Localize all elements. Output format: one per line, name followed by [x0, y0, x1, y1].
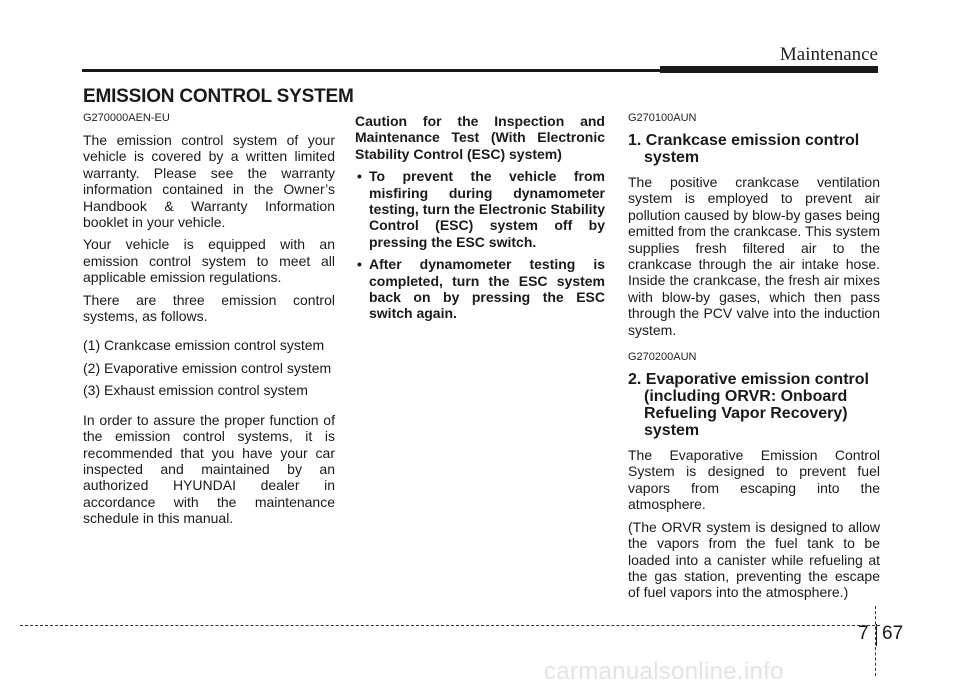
paragraph: There are three emission control systems, as follows.	[83, 291, 335, 325]
caution-heading: Caution for the Inspection and Maintenance Test (With Electronic Stability Control (ESC) system)	[355, 113, 605, 162]
header-rule	[82, 69, 660, 72]
chapter-number: 7	[858, 623, 869, 644]
paragraph: The Evaporative Emission Control System is designed to prevent fuel vapors from escaping into the atmosphere.	[628, 447, 880, 513]
bullet-text: After dynamometer testing is completed, turn the ESC system back on by pressing the ESC switch again.	[369, 256, 605, 322]
list-item: (1) Crankcase emission control system	[83, 337, 325, 354]
footer-divider	[876, 624, 877, 646]
page-number: 67	[882, 623, 904, 644]
watermark: carmanualsonline.info	[544, 658, 784, 685]
subsection-heading: 2. Evaporative emission control (including ORVR: Onboard Refueling Vapor Recovery) system	[628, 371, 869, 440]
section-code: G270100AUN	[628, 112, 697, 124]
column-3	[628, 112, 880, 607]
section-label: Maintenance	[779, 44, 878, 65]
column-2	[355, 113, 605, 328]
section-code: G270000AEN-EU	[83, 112, 170, 124]
subsection-heading: 1. Crankcase emission control system	[628, 132, 860, 166]
page-title: EMISSION CONTROL SYSTEM	[83, 86, 354, 107]
bullet-icon: •	[357, 256, 362, 273]
footer-rule	[20, 625, 880, 626]
paragraph: The emission control system of your vehicle is covered by a written limited warranty. Please see the warranty information contained in the Owner’s Handbook & Warranty Information booklet in your vehicle.	[83, 132, 335, 231]
paragraph: Your vehicle is equipped with an emission control system to meet all applicable emission regulations.	[83, 236, 335, 286]
header-bar	[660, 66, 878, 73]
section-code: G270200AUN	[628, 351, 697, 364]
list-item: (2) Evaporative emission control system	[83, 359, 332, 376]
column-1	[83, 112, 335, 533]
bullet-icon: •	[357, 168, 362, 185]
paragraph: In order to assure the proper function of the emission control systems, it is recommended that you have your car inspected and maintained by an authorized HYUNDAI dealer in accordance with the maintenance schedule in this manual.	[83, 411, 335, 527]
list-item: (3) Exhaust emission control system	[83, 382, 308, 399]
list-item	[355, 168, 605, 250]
paragraph: The positive crankcase ventilation system is employed to prevent air pollution caused by blow-by gases being emitted from the crankcase. This system supplies fresh filtered air to the crankcase through the air intake hose. Inside the crankcase, the fresh air mixes with blow-by gases, which then pass through the PCV valve into the induction system.	[628, 174, 880, 338]
list-item	[355, 256, 605, 322]
bullet-list	[355, 168, 605, 322]
bullet-text: To prevent the vehicle from misfiring during dynamometer testing, turn the Electronic Stability Control (ESC) system off by pressing the ESC switch.	[369, 168, 605, 250]
paragraph: (The ORVR system is designed to allow the vapors from the fuel tank to be loaded into a canister while refueling at the gas station, preventing the escape of fuel vapors into the atmosphere.)	[628, 518, 880, 601]
